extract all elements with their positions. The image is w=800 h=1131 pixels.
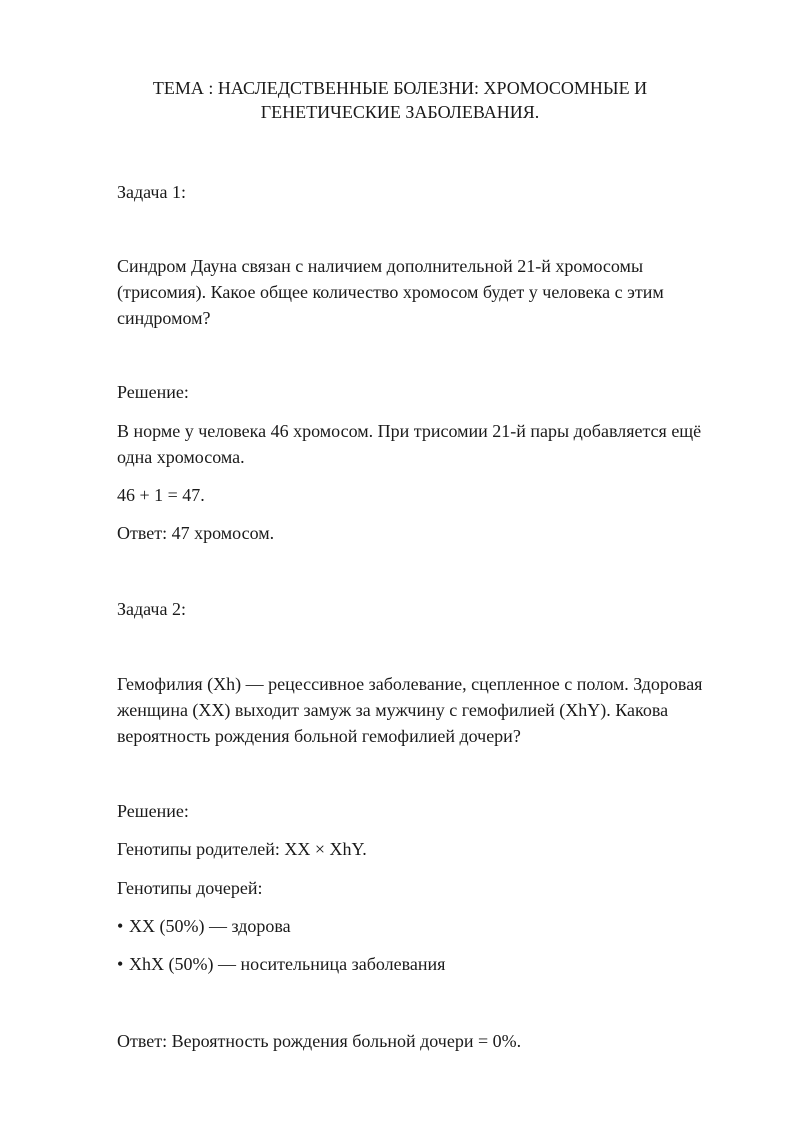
list-item-text: XX (50%) — здорова (129, 916, 291, 936)
task-2-heading: Задача 2: (117, 599, 186, 619)
task-2-daughters-label: Генотипы дочерей: (117, 878, 263, 898)
task-1-solution-label: Решение: (117, 382, 189, 402)
page-title (100, 76, 700, 124)
task-1-calculation: 46 + 1 = 47. (117, 485, 205, 505)
task-1-answer: Ответ: 47 хромосом. (117, 523, 275, 543)
task-1-question-line-1: Синдром Дауна связан с наличием дополнительной 21-й хромосомы (117, 256, 644, 276)
task-2-parents-genotypes: Генотипы родителей: XX × XhY. (117, 839, 367, 859)
task-1-solution-line-2: одна хромосома. (117, 447, 245, 467)
task-2-answer: Ответ: Вероятность рождения больной дочери = 0%. (117, 1031, 522, 1051)
list-item (117, 952, 742, 976)
task-1-heading: Задача 1: (117, 182, 186, 202)
task-1-question-line-2: (трисомия). Какое общее количество хромосом будет у человека с этим (117, 282, 664, 302)
task-1-solution-line-1: В норме у человека 46 хромосом. При трисомии 21-й пары добавляется ещё (117, 421, 702, 441)
task-2-question-line-3: вероятность рождения больной гемофилией дочери? (117, 726, 521, 746)
list-item (117, 914, 742, 938)
title-line-1: ТЕМА : НАСЛЕДСТВЕННЫЕ БОЛЕЗНИ: ХРОМОСОМНЫЕ И (152, 78, 648, 98)
task-2-question-line-1: Гемофилия (Xh) — рецессивное заболевание, сцепленное с полом. Здоровая (117, 674, 703, 694)
task-1-question-line-3: синдромом? (117, 308, 211, 328)
bullet-icon: • (117, 954, 124, 974)
task-2-question-line-2: женщина (XX) выходит замуж за мужчину с гемофилией (XhY). Какова (117, 700, 669, 720)
bullet-icon: • (117, 916, 124, 936)
task-2-solution-label: Решение: (117, 801, 189, 821)
title-line-2: ГЕНЕТИЧЕСКИЕ ЗАБОЛЕВАНИЯ. (260, 102, 540, 122)
list-item-text: XhX (50%) — носительница заболевания (129, 954, 446, 974)
